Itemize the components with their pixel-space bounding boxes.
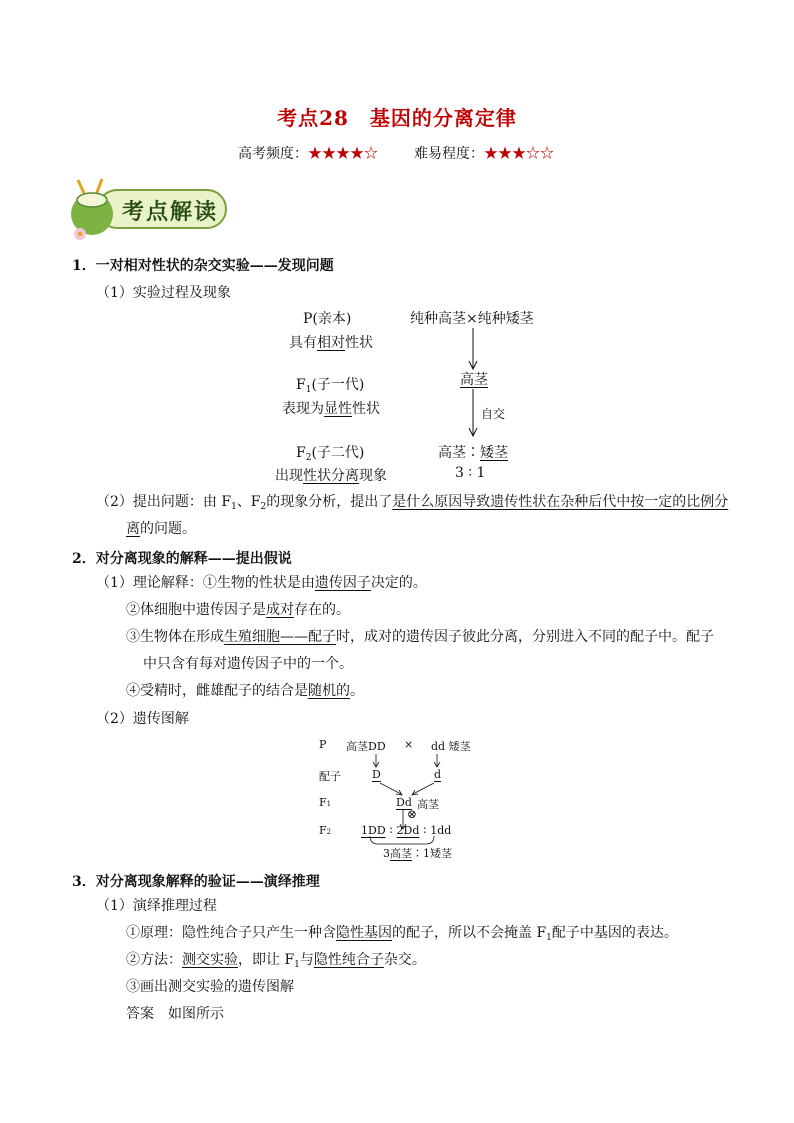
difficulty-stars: ★★★☆☆ xyxy=(484,146,554,162)
s3l3-text: ②方法： xyxy=(126,952,182,968)
item2-text-b: 、F xyxy=(236,494,261,510)
section-2-line-1 xyxy=(96,570,427,596)
f2-desc: (子二代) xyxy=(311,445,365,461)
section-2-line-4: 中只含有每对遗传因子中的一个。 xyxy=(143,656,353,672)
f2-desc-text-end: 现象 xyxy=(359,468,387,484)
g-f2-colon1: ∶ xyxy=(389,824,393,837)
s3l2-underlined: 隐性基因 xyxy=(336,925,392,941)
down-arrow-icon xyxy=(466,328,480,370)
f1-generation-label xyxy=(296,374,364,395)
section-3-line-4: ③画出测交实验的遗传图解 xyxy=(126,979,294,995)
item2-text-c: 的现象分析，提出了 xyxy=(266,494,393,510)
f1-subscript: 1 xyxy=(305,385,312,395)
s3l2-sub: 1 xyxy=(546,933,552,943)
section-2-line-3 xyxy=(126,624,714,650)
s2l5-text: ④受精时，雌雄配子的结合是 xyxy=(126,683,308,699)
g-gamete-label: 配子 xyxy=(319,770,341,783)
item2-sub1: 1 xyxy=(231,502,237,512)
f2-result xyxy=(438,442,508,462)
g-f2-ratio xyxy=(361,824,451,837)
section-3-line-5: 答案 如图所示 xyxy=(126,1006,224,1022)
f1-desc: (子一代) xyxy=(311,377,365,393)
s3l3-text-c: 与 xyxy=(299,952,314,968)
f2-colon: ∶ xyxy=(466,445,480,461)
section-3-heading: 3．对分离现象解释的验证——演绎推理 xyxy=(72,874,320,890)
down-arrow-icon xyxy=(466,389,480,437)
frequency-label: 高考频度： xyxy=(238,146,308,162)
section-1-item-2-cont xyxy=(126,516,196,542)
selfing-symbol-icon: ⊗ xyxy=(407,807,418,821)
g-f2-sub: 2 xyxy=(326,828,332,836)
p-generation-label: P(亲本) xyxy=(303,311,352,327)
section-2-line-5 xyxy=(126,678,364,704)
frequency-rating xyxy=(238,143,378,163)
s2l1-end: 决定的。 xyxy=(370,575,427,591)
section-badge xyxy=(66,176,232,246)
frequency-stars: ★★★★☆ xyxy=(308,146,378,162)
section-3-line-1: （1）演绎推理过程 xyxy=(96,898,217,914)
section-1-heading: 1．一对相对性状的杂交实验——发现问题 xyxy=(72,258,334,274)
g-p-left: 高茎DD xyxy=(346,740,386,753)
difficulty-rating xyxy=(414,143,554,163)
g-f2-dd-dom: 1DD xyxy=(361,824,386,837)
p-desc-underlined: 相对 xyxy=(317,335,345,351)
p-desc-text: 具有 xyxy=(289,335,317,351)
g-f1-genotype: Dd xyxy=(396,796,412,809)
g-sum-3: 3 xyxy=(383,847,390,860)
s2l3-end: 时，成对的遗传因子彼此分离，分别进入不同的配子中。配子 xyxy=(336,629,714,645)
s3l3-underlined-1: 测交实验 xyxy=(182,952,238,968)
selfing-label: 自交 xyxy=(481,407,506,421)
g-f2-colon2: ∶ xyxy=(423,824,427,837)
section-2-heading: 2．对分离现象的解释——提出假说 xyxy=(72,551,292,567)
s3l2-end: 配子中基因的表达。 xyxy=(551,925,678,941)
g-f2-dd-het: 2Dd xyxy=(396,824,420,837)
s2l3-underlined: 生殖细胞——配子 xyxy=(224,629,336,645)
s2l2-end: 存在的。 xyxy=(294,602,350,618)
item2-underlined: 是什么原因导致遗传性状在杂种后代中按一定的比例分 xyxy=(392,494,729,510)
f2-tall: 高茎 xyxy=(438,445,466,461)
f1-desc-text-end: 性状 xyxy=(352,401,380,417)
f1-generation-desc xyxy=(282,398,380,418)
p-generation-desc xyxy=(289,332,373,352)
f2-generation-label xyxy=(296,442,364,463)
difficulty-label: 难易程度： xyxy=(414,146,484,162)
page-title: 考点28 基因的分离定律 xyxy=(277,106,517,130)
s2l5-underlined: 随机的 xyxy=(308,683,350,699)
g-f2-dd-rec: 1dd xyxy=(430,824,452,837)
s2l2-text: ②体细胞中遗传因子是 xyxy=(126,602,266,618)
g-sum-rest: ∶1矮茎 xyxy=(412,847,452,860)
g-gamete-d: d xyxy=(434,768,442,781)
f1-desc-text: 表现为 xyxy=(282,401,324,417)
item2-text-end: 的问题。 xyxy=(140,521,196,537)
p-desc-text-end: 性状 xyxy=(345,335,373,351)
f2-desc-text: 出现 xyxy=(275,468,303,484)
g-f1-letter: F xyxy=(319,796,327,809)
f2-ratio: 3 ∶ 1 xyxy=(455,465,486,481)
f2-generation-desc xyxy=(275,465,387,485)
badge-label: 考点解读 xyxy=(122,199,219,225)
f2-short: 矮茎 xyxy=(480,445,508,461)
g-p-right: dd 矮茎 xyxy=(431,740,471,753)
g-f2-letter: F xyxy=(319,824,327,837)
section-1-item-1: （1）实验过程及现象 xyxy=(96,285,231,301)
g-f1-label xyxy=(319,796,331,809)
s2l2-underlined: 成对 xyxy=(266,602,294,618)
f1-letter: F xyxy=(296,377,306,393)
s3l3-text-b: ，即让 F xyxy=(238,952,295,968)
item2-underlined-cont: 离 xyxy=(126,521,140,537)
g-sum-tall: 高茎 xyxy=(390,847,412,860)
g-p-label: P xyxy=(319,738,327,751)
f2-subscript: 2 xyxy=(305,453,312,463)
f1-desc-underlined: 显性 xyxy=(324,401,352,417)
g-f2-label xyxy=(319,824,331,837)
g-f1-sub: 1 xyxy=(326,800,332,808)
s2l1-text: （1）理论解释：①生物的性状是由 xyxy=(96,575,315,591)
item2-text: （2）提出问题：由 F xyxy=(96,494,232,510)
f1-result: 高茎 xyxy=(460,372,488,388)
s2l3-text: ③生物体在形成 xyxy=(126,629,224,645)
cross-label: 纯种高茎×纯种矮茎 xyxy=(410,311,534,327)
g-f2-summary xyxy=(383,845,452,861)
s2l5-end: 。 xyxy=(350,683,364,699)
s2l1-underlined: 遗传因子 xyxy=(314,575,371,591)
f2-desc-underlined: 性状分离 xyxy=(303,468,359,484)
s3l2-text-b: 的配子，所以不会掩盖 F xyxy=(392,925,547,941)
s3l2-text: ①原理：隐性纯合子只产生一种含 xyxy=(126,925,336,941)
item2-sub2: 2 xyxy=(260,502,267,512)
s3l3-end: 杂交。 xyxy=(383,952,426,968)
g-gamete-D: D xyxy=(372,768,381,781)
g-times: × xyxy=(404,738,414,751)
section-2-line-6: （2）遗传图解 xyxy=(96,711,189,727)
f2-letter: F xyxy=(296,445,306,461)
s3l3-underlined-2: 隐性纯合子 xyxy=(313,952,384,968)
s3l3-sub: 1 xyxy=(294,960,300,970)
section-2-line-2 xyxy=(126,597,350,623)
g-f1-phenotype: 高茎 xyxy=(417,798,439,811)
